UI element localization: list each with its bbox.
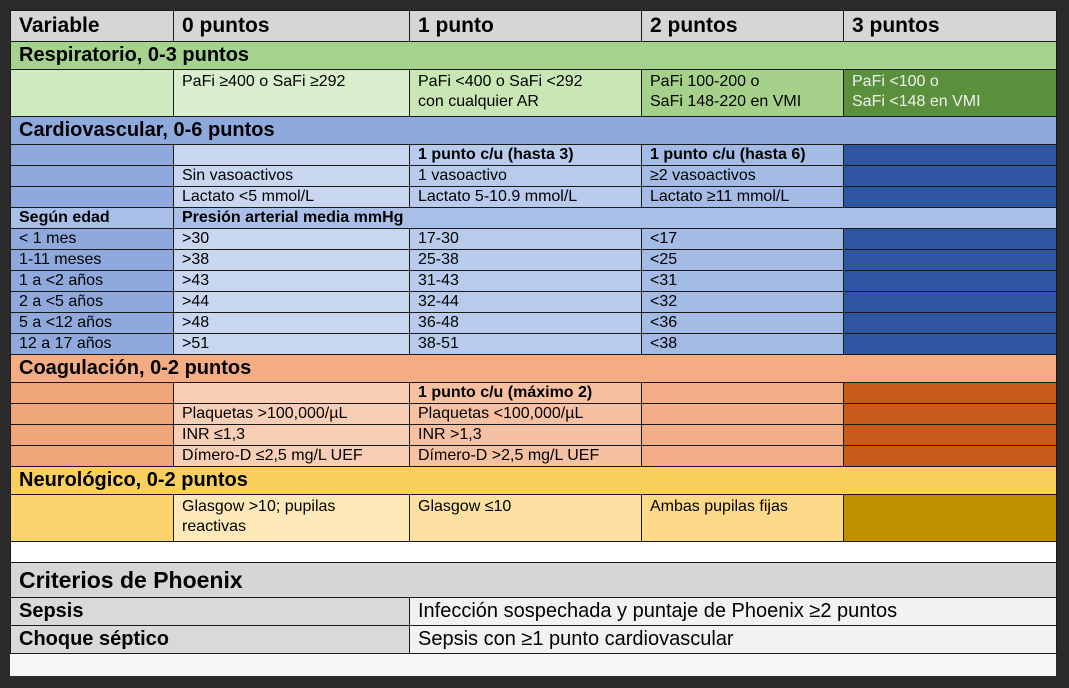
section-respiratorio	[11, 42, 1057, 70]
criterio-label: Sepsis	[11, 598, 410, 626]
phoenix-score-table	[10, 10, 1057, 654]
cell: 36-48	[410, 313, 642, 334]
cell: <36	[642, 313, 844, 334]
cell	[844, 292, 1057, 313]
spacer-row	[11, 542, 1057, 563]
cell	[174, 145, 410, 166]
cell	[11, 187, 174, 208]
age-row	[11, 313, 1057, 334]
cell: 1 vasoactivo	[410, 166, 642, 187]
header-3-puntos: 3 puntos	[844, 11, 1057, 42]
cell	[11, 145, 174, 166]
section-coagulacion	[11, 355, 1057, 383]
cell: >43	[174, 271, 410, 292]
criterio-value: Infección sospechada y puntaje de Phoenix ≥2 puntos	[410, 598, 1057, 626]
cell: 1 punto c/u (hasta 3)	[410, 145, 642, 166]
cell	[11, 404, 174, 425]
header-0-puntos: 0 puntos	[174, 11, 410, 42]
cell	[844, 495, 1057, 542]
respiratorio-row	[11, 70, 1057, 117]
cell: <25	[642, 250, 844, 271]
cell: ≥2 vasoactivos	[642, 166, 844, 187]
cell: 1 punto c/u (hasta 6)	[642, 145, 844, 166]
cell	[642, 425, 844, 446]
age-header-label: Según edad	[11, 208, 174, 229]
age-row	[11, 229, 1057, 250]
table-row	[11, 425, 1057, 446]
criterio-value: Sepsis con ≥1 punto cardiovascular	[410, 626, 1057, 654]
section-title: Cardiovascular, 0-6 puntos	[11, 117, 1057, 145]
header-1-punto: 1 punto	[410, 11, 642, 42]
cell	[844, 229, 1057, 250]
spacer-cell	[11, 542, 1057, 563]
cell	[11, 70, 174, 117]
cell: Glasgow >10; pupilas reactivas	[174, 495, 410, 542]
section-title: Neurológico, 0-2 puntos	[11, 467, 1057, 495]
cell: <17	[642, 229, 844, 250]
cell	[11, 446, 174, 467]
section-cardiovascular	[11, 117, 1057, 145]
age-row	[11, 271, 1057, 292]
cell: >48	[174, 313, 410, 334]
cell	[642, 383, 844, 404]
cell: Sin vasoactivos	[174, 166, 410, 187]
age-header-row	[11, 208, 1057, 229]
cell: 38-51	[410, 334, 642, 355]
criterio-label: Choque séptico	[11, 626, 410, 654]
cell: >44	[174, 292, 410, 313]
cell	[844, 425, 1057, 446]
cell	[844, 187, 1057, 208]
cell: 1-11 meses	[11, 250, 174, 271]
header-row	[11, 11, 1057, 42]
cell: Lactato <5 mmol/L	[174, 187, 410, 208]
cell: Lactato 5-10.9 mmol/L	[410, 187, 642, 208]
cell	[844, 271, 1057, 292]
criterio-row-choque	[11, 626, 1057, 654]
neurologico-row	[11, 495, 1057, 542]
criterios-title-row	[11, 563, 1057, 598]
cell: Dímero-D ≤2,5 mg/L UEF	[174, 446, 410, 467]
cell: Dímero-D >2,5 mg/L UEF	[410, 446, 642, 467]
cell: 12 a 17 años	[11, 334, 174, 355]
cell: 25-38	[410, 250, 642, 271]
cell: Plaquetas <100,000/µL	[410, 404, 642, 425]
cell: >51	[174, 334, 410, 355]
age-row	[11, 334, 1057, 355]
cell: <31	[642, 271, 844, 292]
map-header-label: Presión arterial media mmHg	[174, 208, 1057, 229]
cell: >30	[174, 229, 410, 250]
cell: Glasgow ≤10	[410, 495, 642, 542]
header-variable: Variable	[11, 11, 174, 42]
cell	[844, 334, 1057, 355]
cell: Plaquetas >100,000/µL	[174, 404, 410, 425]
cell: 2 a <5 años	[11, 292, 174, 313]
cell: INR >1,3	[410, 425, 642, 446]
table-row	[11, 383, 1057, 404]
cell: Ambas pupilas fijas	[642, 495, 844, 542]
cell: >38	[174, 250, 410, 271]
cell: 32-44	[410, 292, 642, 313]
section-neurologico	[11, 467, 1057, 495]
cell: 1 punto c/u (máximo 2)	[410, 383, 642, 404]
cell	[844, 383, 1057, 404]
cell	[642, 446, 844, 467]
age-row	[11, 292, 1057, 313]
cell	[174, 383, 410, 404]
cell: <38	[642, 334, 844, 355]
cell	[11, 425, 174, 446]
table-row	[11, 145, 1057, 166]
cell	[11, 166, 174, 187]
cell	[844, 250, 1057, 271]
cell: INR ≤1,3	[174, 425, 410, 446]
cell	[844, 166, 1057, 187]
cell: 5 a <12 años	[11, 313, 174, 334]
cell: 17-30	[410, 229, 642, 250]
cell	[11, 495, 174, 542]
criterio-row-sepsis	[11, 598, 1057, 626]
table-row	[11, 187, 1057, 208]
header-2-puntos: 2 puntos	[642, 11, 844, 42]
cell: PaFi 100-200 o SaFi 148-220 en VMI	[642, 70, 844, 117]
cell	[11, 383, 174, 404]
cell	[844, 145, 1057, 166]
cell: 31-43	[410, 271, 642, 292]
cell: PaFi ≥400 o SaFi ≥292	[174, 70, 410, 117]
table-row	[11, 446, 1057, 467]
section-title: Coagulación, 0-2 puntos	[11, 355, 1057, 383]
cell	[642, 404, 844, 425]
cell: < 1 mes	[11, 229, 174, 250]
cell	[844, 404, 1057, 425]
age-row	[11, 250, 1057, 271]
cell: PaFi <100 o SaFi <148 en VMI	[844, 70, 1057, 117]
criterios-title: Criterios de Phoenix	[11, 563, 1057, 598]
cell	[844, 446, 1057, 467]
table-row	[11, 404, 1057, 425]
cell: PaFi <400 o SaFi <292 con cualquier AR	[410, 70, 642, 117]
cell: Lactato ≥11 mmol/L	[642, 187, 844, 208]
cell: 1 a <2 años	[11, 271, 174, 292]
table-row	[11, 166, 1057, 187]
section-title: Respiratorio, 0-3 puntos	[11, 42, 1057, 70]
phoenix-score-table-frame	[10, 10, 1056, 676]
cell: <32	[642, 292, 844, 313]
cell	[844, 313, 1057, 334]
